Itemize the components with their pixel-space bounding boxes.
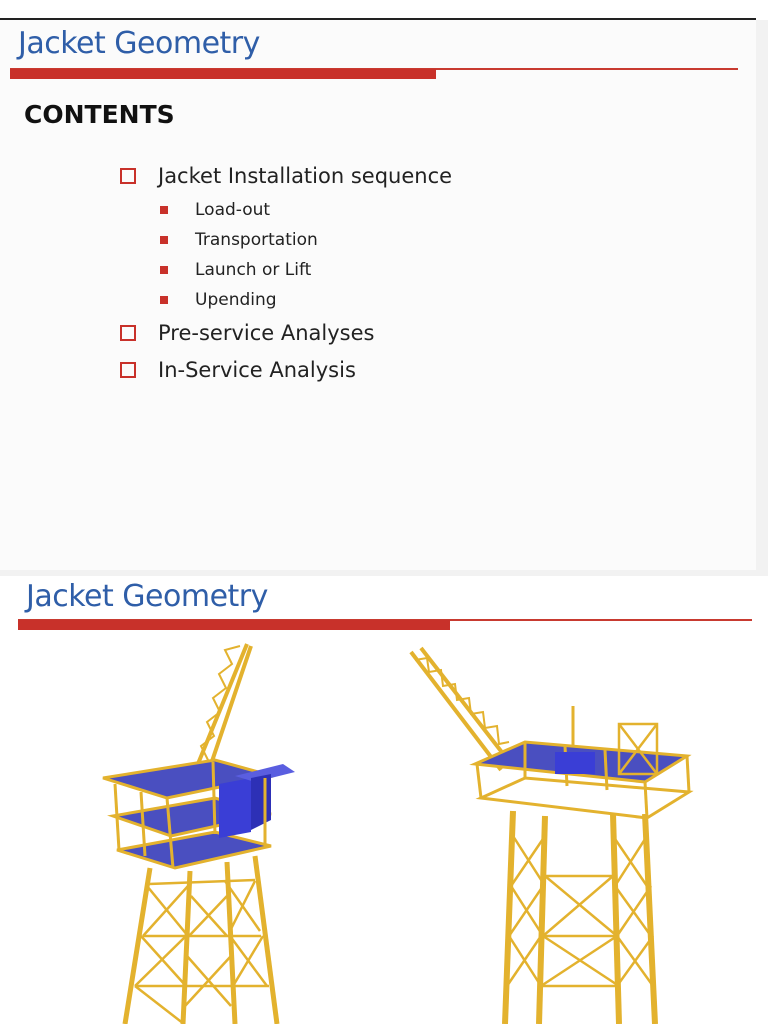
- offshore-platform-right-figure: [405, 636, 695, 1024]
- sublist-item-label: Load-out: [195, 200, 271, 220]
- title-rule-thick: [18, 620, 450, 630]
- list-item-label: Jacket Installation sequence: [158, 164, 453, 188]
- title-rule-thick: [10, 69, 436, 79]
- slide-contents: [0, 20, 756, 570]
- sublist-item-label: Upending: [195, 290, 277, 310]
- hollow-square-bullet-icon: [120, 168, 136, 184]
- top-bar: [0, 0, 768, 20]
- slide-title: Jacket Geometry: [26, 579, 268, 614]
- sublist-item-label: Transportation: [195, 230, 318, 250]
- sublist-item-label: Launch or Lift: [195, 260, 312, 280]
- square-bullet-icon: [160, 266, 168, 274]
- square-bullet-icon: [160, 236, 168, 244]
- square-bullet-icon: [160, 206, 168, 214]
- offshore-platform-left-figure: [95, 636, 305, 1024]
- slide-title: Jacket Geometry: [18, 26, 260, 61]
- contents-heading: CONTENTS: [24, 100, 175, 129]
- slide-geometry: [0, 576, 768, 1024]
- list-item-label: Pre-service Analyses: [158, 321, 375, 345]
- hollow-square-bullet-icon: [120, 325, 136, 341]
- list-item-label: In-Service Analysis: [158, 358, 356, 382]
- square-bullet-icon: [160, 296, 168, 304]
- hollow-square-bullet-icon: [120, 362, 136, 378]
